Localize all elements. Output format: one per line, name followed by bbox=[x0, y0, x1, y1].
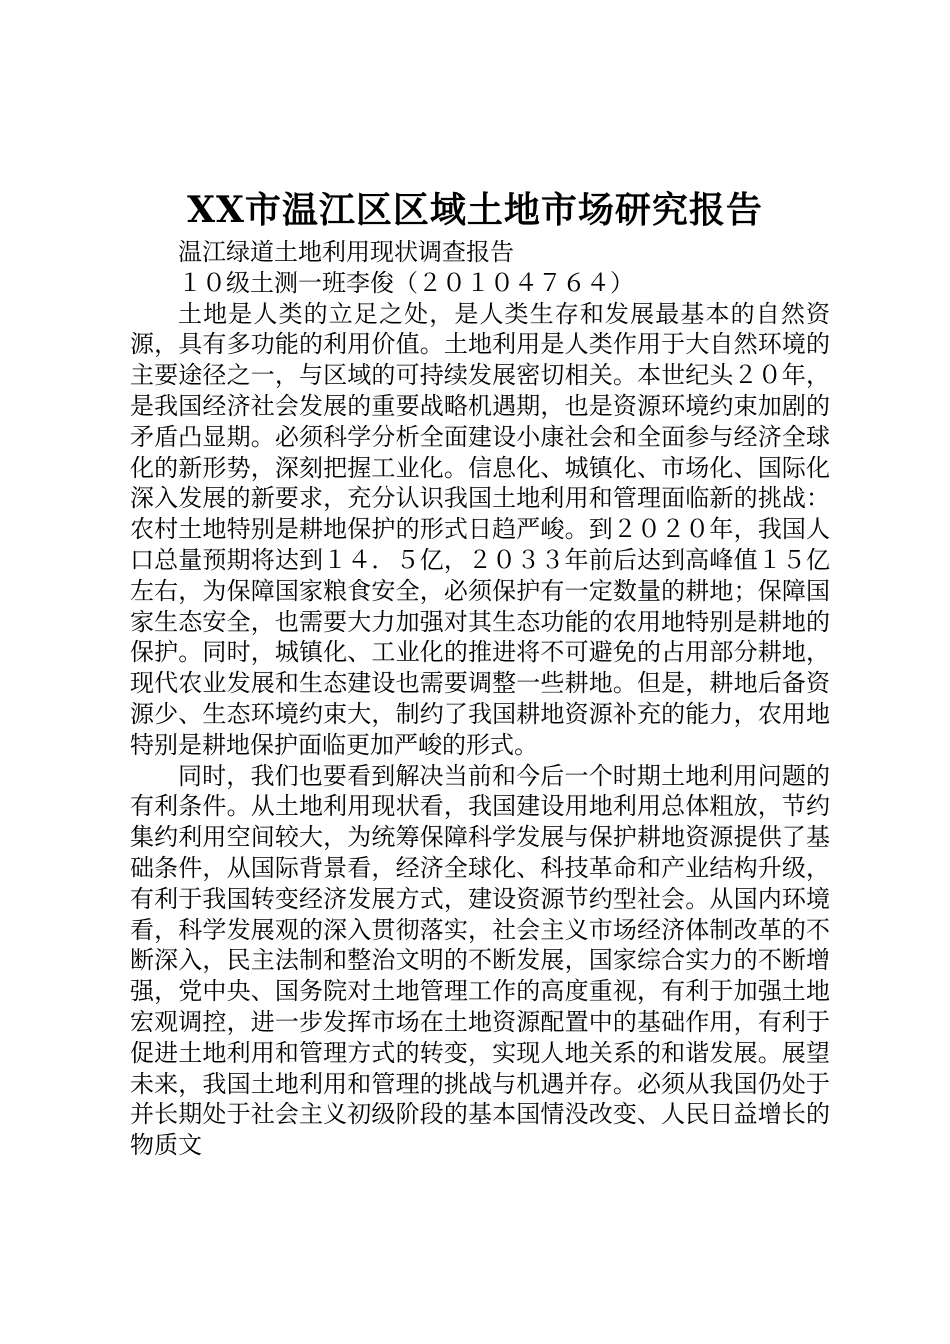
paragraph: 土地是人类的立足之处，是人类生存和发展最基本的自然资源，具有多功能的利用价值。土地利用是人类作用于大自然环境的主要途径之一，与区域的可持续发展密切相关。本世纪头２０年，是我国经济社会发展的重要战略机遇期，也是资源环境约束加剧的矛盾凸显期。必须科学分析全面建设小康社会和全面参与经济全球化的新形势，深刻把握工业化。信息化、城镇化、市场化、国际化深入发展的新要求，充分认识我国土地利用和管理面临新的挑战：农村土地特别是耕地保护的形式日趋严峻。到２０２０年，我国人口总量预期将达到１４．５亿，２０３３年前后达到高峰值１５亿左右，为保障国家粮食安全，必须保护有一定数量的耕地；保障国家生态安全，也需要大力加强对其生态功能的农用地特别是耕地的保护。同时，城镇化、工业化的推进将不可避免的占用部分耕地，现代农业发展和生态建设也需要调整一些耕地。但是，耕地后备资源少、生态环境约束大，制约了我国耕地资源补充的能力，农用地特别是耕地保护面临更加严峻的形式。 bbox=[130, 299, 830, 759]
document-subtitle: 温江绿道土地利用现状调查报告 bbox=[178, 238, 514, 266]
document-title: XX市温江区区域土地市场研究报告 bbox=[187, 189, 763, 231]
paragraph: 同时，我们也要看到解决当前和今后一个时期土地利用问题的有利条件。从土地利用现状看，我国建设用地利用总体粗放，节约集约利用空间较大，为统筹保障科学发展与保护耕地资源提供了基础条件，从国际背景看，经济全球化、科技革命和产业结构升级，有利于我国转变经济发展方式，建设资源节约型社会。从国内环境看，科学发展观的深入贯彻落实，社会主义市场经济体制改革的不断深入，民主法制和整治文明的不断发展，国家综合实力的不断增强，党中央、国务院对土地管理工作的高度重视，有利于加强土地宏观调控，进一步发挥市场在土地资源配置中的基础作用，有利于促进土地利用和管理方式的转变，实现人地关系的和谐发展。展望未来，我国土地利用和管理的挑战与机遇并存。必须从我国仍处于并长期处于社会主义初级阶段的基本国情没改变、人民日益增长的物质文 bbox=[130, 761, 830, 1160]
document-body bbox=[130, 237, 830, 1161]
author-line: １０级土测一班李俊（２０１０４７６４） bbox=[178, 268, 634, 297]
